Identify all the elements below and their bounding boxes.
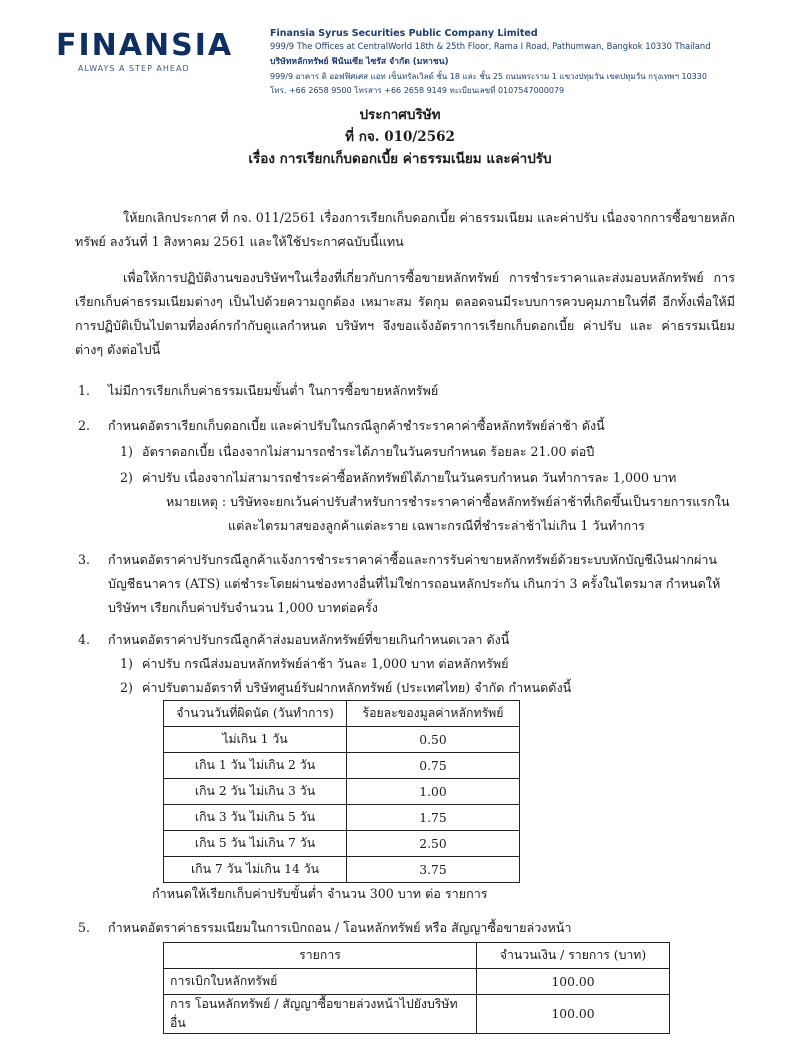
intro-paragraph-2-text: เพื่อให้การปฏิบัติงานของบริษัทฯในเรื่องที่เกี่ยวกับการซื้อขายหลักทรัพย์ การชำระราคาและส่งมอบหลักทรัพย์ การเรียกเก็บค่าธรรมเนียมต่างๆ เป็นไปด้วยความถูกต้อง เหมาะสม รัดกุม ตลอดจนมีระบบการควบคุมภายในที่ดี อีกทั้งเพื่อให้มีการปฏิบัติเป็นไปตามที่องค์กรกำกับดูแลกำหนด บริษัทฯ จึงขอแจ้งอัตราการเรียกเก็บดอกเบี้ย ค่าปรับ และ ค่าธรรมเนียมต่างๆ ดังต่อไปนี้	[75, 270, 735, 357]
table-row	[164, 779, 520, 805]
table-cell: การเบิกใบหลักทรัพย์	[164, 969, 477, 995]
item-2-text: กำหนดอัตราเรียกเก็บดอกเบี้ย และค่าปรับในกรณีลูกค้าชำระราคาค่าซื้อหลักทรัพย์ล่าช้า ดังนี้	[108, 418, 605, 433]
sub-text: ค่าปรับตามอัตราที่ บริษัทศูนย์รับฝากหลักทรัพย์ (ประเทศไทย) จำกัด กำหนดดังนี้	[142, 680, 572, 695]
table-row	[164, 753, 520, 779]
item-1-text: ไม่มีการเรียกเก็บค่าธรรมเนียมขั้นต่ำ ในการซื้อขายหลักทรัพย์	[108, 383, 439, 398]
sub-number: 2)	[120, 470, 133, 485]
sub-text: อัตราดอกเบี้ย เนื่องจากไม่สามารถชำระได้ภายในวันครบกำหนด ร้อยละ 21.00 ต่อปี	[142, 444, 595, 459]
table-cell: เกิน 5 วัน ไม่เกิน 7 วัน	[164, 831, 347, 857]
announcement-heading: ประกาศบริษัท	[359, 107, 441, 123]
item-4-sub-2	[120, 676, 730, 700]
table-cell: 3.75	[347, 857, 520, 883]
table-row	[164, 857, 520, 883]
table-row	[164, 969, 670, 995]
item-1-number: 1.	[78, 383, 91, 398]
table-cell: เกิน 1 วัน ไม่เกิน 2 วัน	[164, 753, 347, 779]
item-3-text: กำหนดอัตราค่าปรับกรณีลูกค้าแจ้งการชำระราคาค่าซื้อและการรับค่าขายหลักทรัพย์ด้วยระบบหักบัญชีเงินฝากผ่านบัญชีธนาคาร (ATS) แต่ชำระโดยผ่านช่องทางอื่นที่ไม่ใช่การถอนหลักประกัน เกินกว่า 3 ครั้งในไตรมาส กำหนดให้บริษัทฯ เรียกเก็บค่าปรับจำนวน 1,000 บาทต่อครั้ง	[108, 552, 721, 615]
table-cell: ไม่เกิน 1 วัน	[164, 727, 347, 753]
table-header-row	[164, 701, 520, 727]
company-contact-th: โทร. +66 2658 9500 โทรสาร +66 2658 9149 ทะเบียนเลขที่ 0107547000079	[270, 86, 565, 95]
announcement-number: ที่ กจ. 010/2562	[345, 129, 455, 145]
logo-wordmark: FINANSIA	[56, 28, 234, 63]
table-cell: 1.75	[347, 805, 520, 831]
company-address-en: 999/9 The Offices at CentralWorld 18th & 25th Floor, Rama I Road, Pathumwan, Bangkok 10330 Thailand	[270, 41, 711, 51]
item-2-note	[166, 490, 736, 514]
table-cell: เกิน 3 วัน ไม่เกิน 5 วัน	[164, 805, 347, 831]
item-2-note-line-2: แต่ละไตรมาสของลูกค้าแต่ละราย เฉพาะกรณีที่ชำระล่าช้าไม่เกิน 1 วันทำการ	[228, 518, 645, 533]
item-2-sub-2	[120, 466, 730, 490]
item-4-number: 4.	[78, 632, 91, 647]
table-row	[164, 805, 520, 831]
logo-tagline: ALWAYS A STEP AHEAD	[78, 64, 190, 73]
table-row	[164, 995, 670, 1034]
item-2-number: 2.	[78, 418, 91, 433]
table-header-cell: จำนวนเงิน / รายการ (บาท)	[477, 943, 670, 969]
table-cell: การ โอนหลักทรัพย์ / สัญญาซื้อขายล่วงหน้าไปยังบริษัทอื่น	[164, 995, 477, 1034]
item-2-sub-1	[120, 440, 730, 464]
table-cell: เกิน 7 วัน ไม่เกิน 14 วัน	[164, 857, 347, 883]
note-label: หมายเหตุ :	[166, 494, 227, 509]
note-line-1: บริษัทจะยกเว้นค่าปรับสำหรับการชำระราคาค่าซื้อหลักทรัพย์ล่าช้าที่เกิดขึ้นเป็นรายการแรกใน	[230, 494, 730, 509]
finansia-logo	[56, 28, 256, 78]
table-header-cell: ร้อยละของมูลค่าหลักทรัพย์	[347, 701, 520, 727]
table-header-cell: จำนวนวันที่ผิดนัด (วันทำการ)	[164, 701, 347, 727]
sub-number: 1)	[120, 444, 133, 459]
table-cell: 100.00	[477, 995, 670, 1034]
company-address-th: 999/9 อาคาร ดิ ออฟฟิศเศส แอท เซ็นทรัลเวิลด์ ชั้น 18 และ ชั้น 25 ถนนพระราม 1 แขวงปทุมวัน เขตปทุมวัน กรุงเทพฯ 10330	[270, 72, 707, 81]
table-header-cell: รายการ	[164, 943, 477, 969]
sub-text: ค่าปรับ กรณีส่งมอบหลักทรัพย์ล่าช้า วันละ 1,000 บาท ต่อหลักทรัพย์	[142, 656, 509, 671]
sub-number: 2)	[120, 680, 133, 695]
sub-number: 1)	[120, 656, 133, 671]
table-cell: 0.75	[347, 753, 520, 779]
letterhead	[56, 26, 756, 96]
table1-footnote: กำหนดให้เรียกเก็บค่าปรับขั้นต่ำ จำนวน 300 บาท ต่อ รายการ	[152, 886, 488, 901]
company-info	[270, 28, 770, 97]
table-cell: 100.00	[477, 969, 670, 995]
announcement-subject: เรื่อง การเรียกเก็บดอกเบี้ย ค่าธรรมเนียม และค่าปรับ	[248, 151, 552, 167]
table-cell: 1.00	[347, 779, 520, 805]
late-delivery-fine-table	[163, 700, 520, 883]
table-cell: 2.50	[347, 831, 520, 857]
sub-text: ค่าปรับ เนื่องจากไม่สามารถชำระค่าซื้อหลักทรัพย์ได้ภายในวันครบกำหนด วันทำการละ 1,000 บาท	[142, 470, 677, 485]
table-row	[164, 727, 520, 753]
announcement-titles	[0, 104, 800, 170]
item-3-number: 3.	[78, 552, 91, 567]
table-header-row	[164, 943, 670, 969]
company-name-en: Finansia Syrus Securities Public Company Limited	[270, 28, 538, 39]
item-4-sub-1	[120, 652, 730, 676]
item-4-text: กำหนดอัตราค่าปรับกรณีลูกค้าส่งมอบหลักทรัพย์ที่ขายเกินกำหนดเวลา ดังนี้	[108, 632, 510, 647]
table-cell: เกิน 2 วัน ไม่เกิน 3 วัน	[164, 779, 347, 805]
table-row	[164, 831, 520, 857]
withdrawal-transfer-fee-table	[163, 942, 670, 1034]
intro-paragraph-1	[75, 206, 735, 254]
item-5-number: 5.	[78, 920, 91, 935]
item-5-text: กำหนดอัตราค่าธรรมเนียมในการเบิกถอน / โอนหลักทรัพย์ หรือ สัญญาซื้อขายล่วงหน้า	[108, 920, 572, 935]
intro-paragraph-2	[75, 266, 735, 362]
intro-paragraph-1-text: ให้ยกเลิกประกาศ ที่ กจ. 011/2561 เรื่องการเรียกเก็บดอกเบี้ย ค่าธรรมเนียม และค่าปรับ เนื่องจากการซื้อขายหลักทรัพย์ ลงวันที่ 1 สิงหาคม 2561 และให้ใช้ประกาศฉบับนี้แทน	[75, 210, 735, 249]
table-cell: 0.50	[347, 727, 520, 753]
company-name-th: บริษัทหลักทรัพย์ ฟินันเซีย ไซรัส จำกัด (มหาชน)	[270, 57, 449, 67]
